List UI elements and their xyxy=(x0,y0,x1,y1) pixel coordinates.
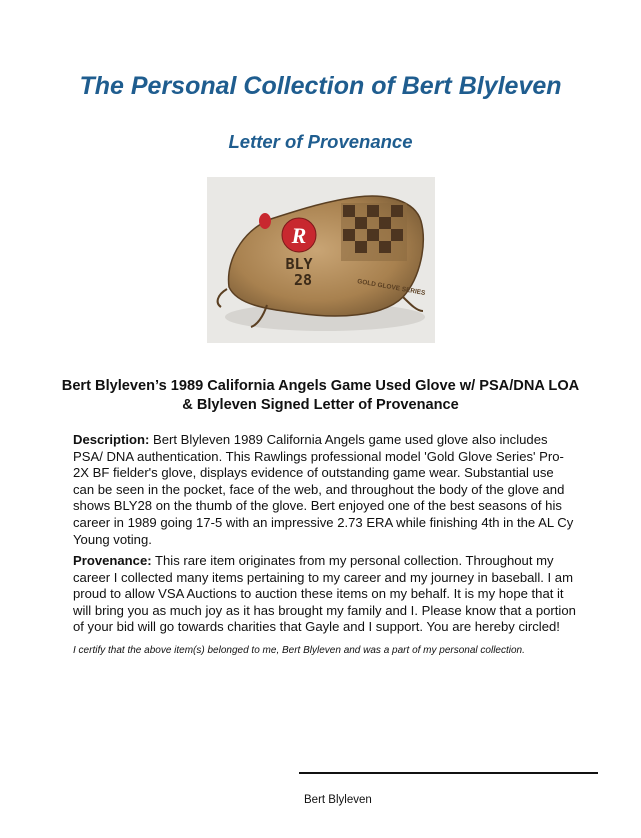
svg-text:R: R xyxy=(291,223,307,248)
document-subtitle: Letter of Provenance xyxy=(228,131,413,152)
signature-name: Bert Blyleven xyxy=(304,794,372,806)
description-paragraph xyxy=(73,432,578,548)
document-title: The Personal Collection of Bert Blyleven xyxy=(79,72,562,100)
glove-brand-text: GOLD GLOVE SERIES xyxy=(356,278,426,297)
provenance-paragraph xyxy=(73,553,578,636)
glove-marking-28: 28 xyxy=(293,271,313,289)
description-text: Bert Blyleven 1989 California Angels game used glove also includes PSA/ DNA authentication. This Rawlings professional model 'Gold Glove Series' Pro-2X BF fielder's glove, displays evidence of outstanding game wear. Substantial use can be seen in the pocket, face of the web, and throughout the body of the glove and shows BLY28 on the thumb of the glove. Bert enjoyed one of the best seasons of his career in 1989 going 17-5 with an impressive 2.73 ERA while finishing 4th in the AL Cy Young voting. xyxy=(73,432,574,547)
signature-line xyxy=(299,772,598,774)
glove-web xyxy=(341,203,407,261)
glove-illustration xyxy=(207,177,435,343)
glove-photo xyxy=(207,177,435,343)
description-label: Description: xyxy=(73,432,150,447)
provenance-label: Provenance: xyxy=(73,553,152,568)
certification-statement: I certify that the above item(s) belonged to me, Bert Blyleven and was a part of my personal collection. xyxy=(73,645,525,656)
glove-marking-bly: BLY xyxy=(285,255,313,273)
provenance-text: This rare item originates from my personal collection. Throughout my career I collected many items pertaining to my career and my journey in baseball. I am proud to allow VSA Auctions to auction these items on my behalf. It is my hope that it will bring you as much joy as it has brought my family and I. Please know that a portion of your bid will go towards charities that Gayle and I support. You are hereby circled! xyxy=(73,553,576,635)
item-heading: Bert Blyleven’s 1989 California Angels Game Used Glove w/ PSA/DNA LOA & Blyleven Signed Letter of Provenance xyxy=(61,378,580,413)
